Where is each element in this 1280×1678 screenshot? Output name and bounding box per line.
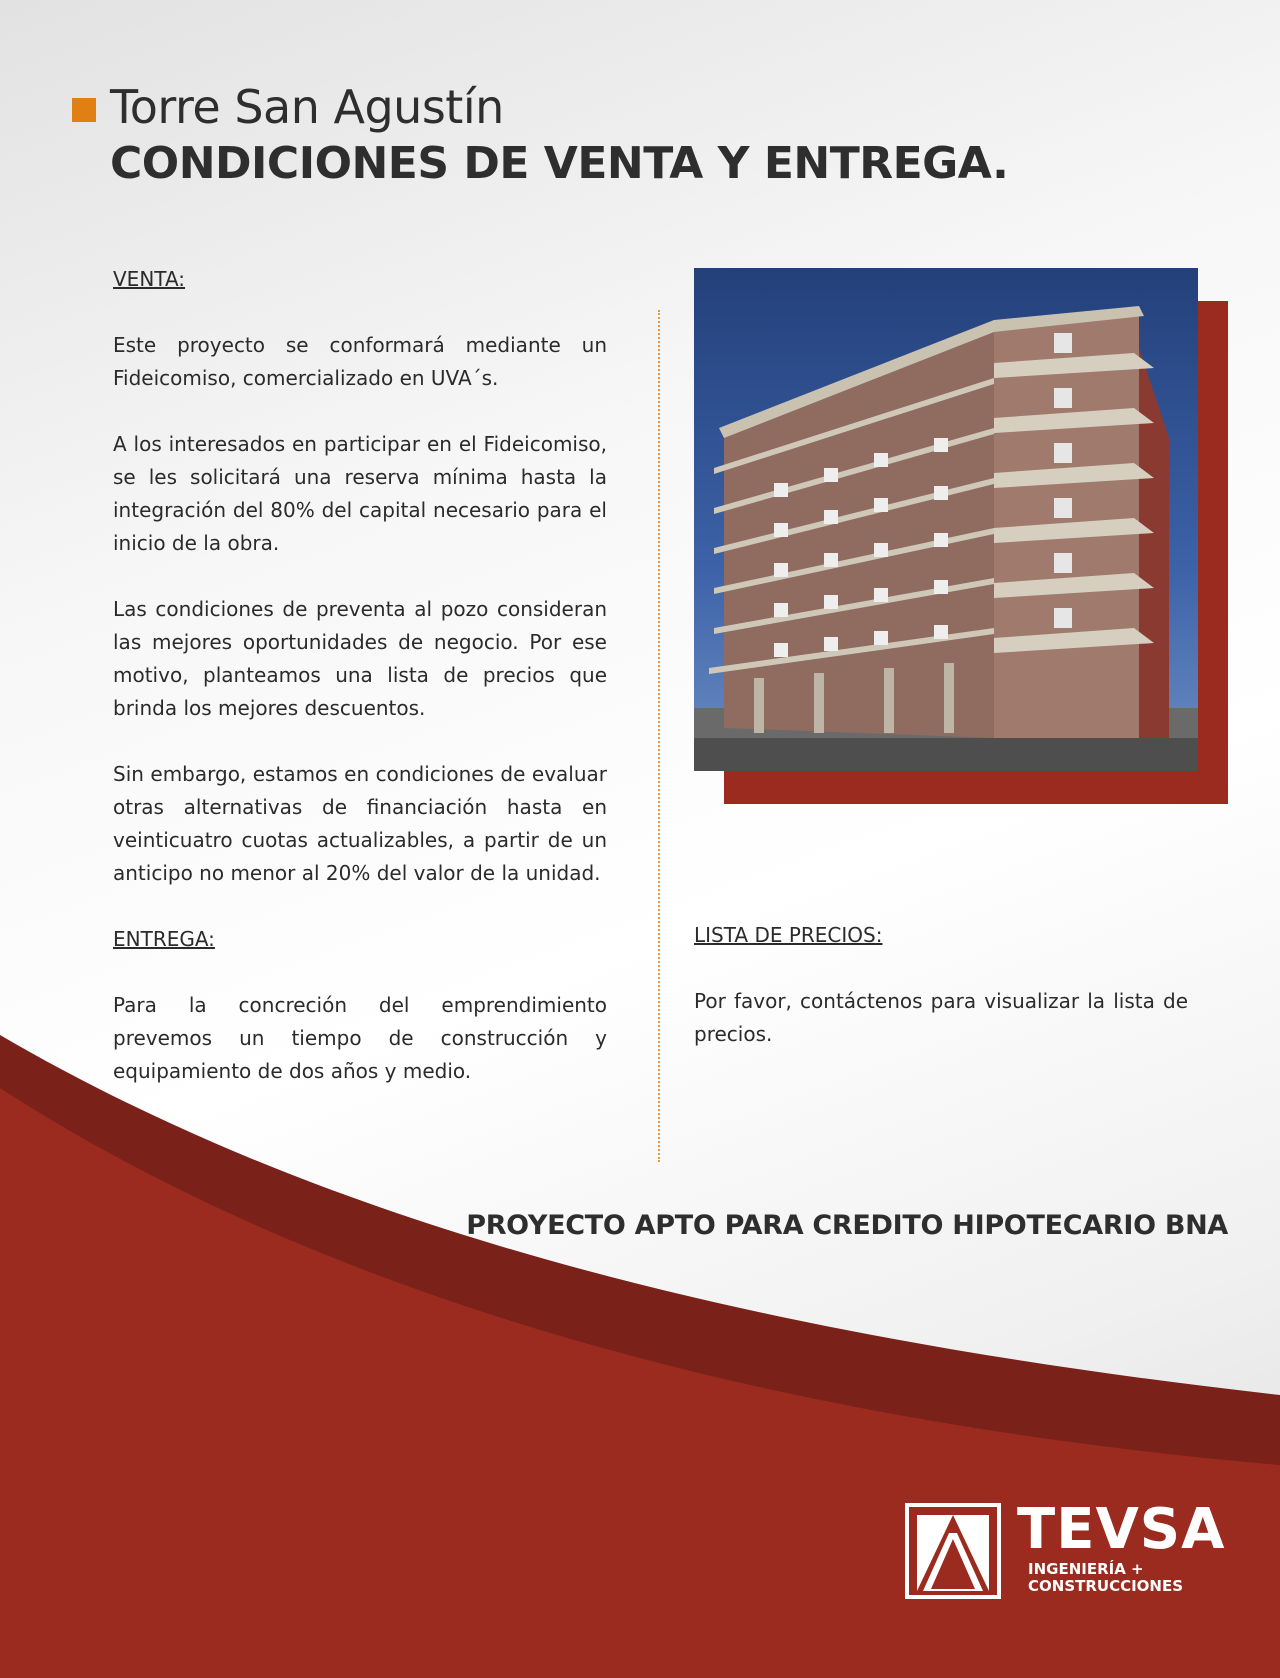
right-column — [694, 919, 1188, 1084]
tevsa-logo — [905, 1497, 1226, 1599]
left-column — [113, 263, 607, 1121]
lista-precios-heading: LISTA DE PRECIOS: — [694, 923, 883, 947]
title-accent-square — [72, 98, 96, 122]
column-divider — [658, 310, 660, 1162]
logo-subtitle-line-1: INGENIERÍA + — [1028, 1560, 1144, 1578]
venta-paragraph-3: Las condiciones de preventa al pozo consideran las mejores oportunidades de negocio. Por ese motivo, planteamos una lista de precios que brinda los mejores descuentos. — [113, 597, 607, 720]
logo-name: TEVSA — [1017, 1497, 1226, 1562]
logo-subtitle-line-2: CONSTRUCCIONES — [1028, 1577, 1184, 1595]
venta-paragraph-2: A los interesados en participar en el Fideicomiso, se les solicitará una reserva mínima hasta la integración del 80% del capital necesario para el inicio de la obra. — [113, 432, 607, 555]
credit-note: PROYECTO APTO PARA CREDITO HIPOTECARIO BNA — [466, 1210, 1228, 1241]
page-title: CONDICIONES DE VENTA Y ENTREGA. — [110, 138, 1009, 189]
building-render-image — [694, 268, 1198, 771]
entrega-heading: ENTREGA: — [113, 927, 215, 951]
venta-heading: VENTA: — [113, 267, 186, 291]
venta-paragraph-1: Este proyecto se conformará mediante un Fideicomiso, comercializado en UVA´s. — [113, 333, 607, 390]
venta-paragraph-4: Sin embargo, estamos en condiciones de evaluar otras alternativas de financiación hasta en veinticuatro cuotas actualizables, a partir de un anticipo no menor al 20% del valor de la unidad. — [113, 762, 607, 885]
entrega-paragraph: Para la concreción del emprendimiento prevemos un tiempo de construcción y equipamiento de dos años y medio. — [113, 993, 607, 1083]
lista-precios-paragraph: Por favor, contáctenos para visualizar la lista de precios. — [694, 989, 1188, 1046]
project-name: Torre San Agustín — [110, 80, 504, 134]
logo-subtitle — [1028, 1561, 1183, 1595]
tevsa-logo-mark-icon — [905, 1503, 1001, 1599]
